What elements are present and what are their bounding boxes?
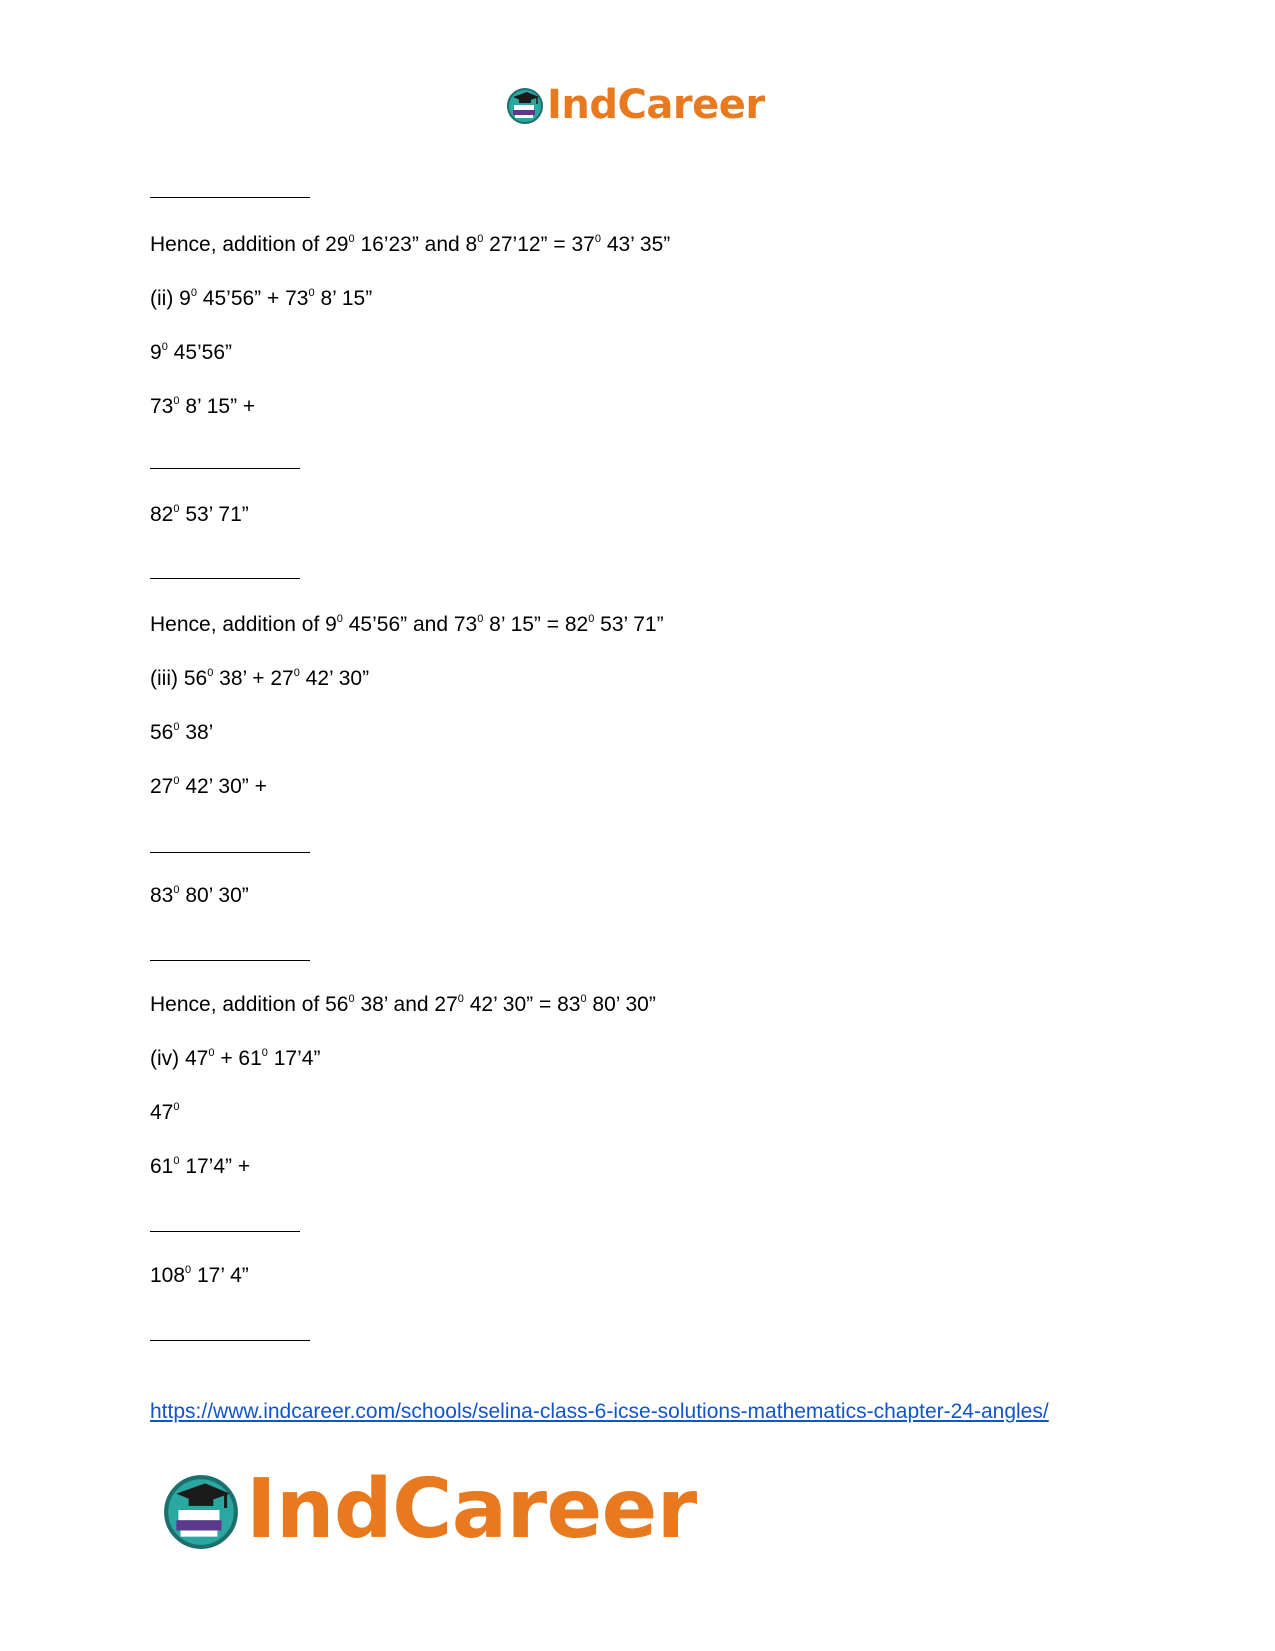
text-line: $73^0$ 8’ 15” +	[150, 395, 256, 418]
text-line: $9^0$ 45’56”	[150, 341, 233, 364]
divider	[150, 852, 310, 853]
graduation-book-globe-icon	[505, 85, 545, 125]
text-line: $61^0$ 17’4” +	[150, 1155, 251, 1178]
text-line: Hence, addition of $29^0$ 16’23” and $8^0$ 27’12” = $37^0$ 43’ 35”	[150, 233, 671, 256]
divider	[150, 468, 300, 469]
text-line: $27^0$ 42’ 30” +	[150, 775, 267, 798]
brand-name: IndCareer	[547, 82, 765, 128]
text-line: Hence, addition of $9^0$ 45’56” and $73^0$ 8’ 15” = $82^0$ 53’ 71”	[150, 613, 664, 636]
divider	[150, 1340, 310, 1341]
text-line: Hence, addition of $56^0$ 38’ and $27^0$ 42’ 30” = $83^0$ 80’ 30”	[150, 993, 656, 1016]
text-line: $108^0$ 17’ 4”	[150, 1264, 249, 1287]
divider	[150, 1231, 300, 1232]
text-line: $56^0$ 38’	[150, 721, 214, 744]
footer-logo	[160, 1462, 697, 1557]
divider	[150, 960, 310, 961]
graduation-book-globe-icon	[160, 1469, 242, 1551]
divider	[150, 197, 310, 198]
source-link[interactable]: https://www.indcareer.com/schools/selina-class-6-icse-solutions-mathematics-chapter-24-angles/	[150, 1400, 1049, 1423]
question-line: (ii) $9^0$ 45’56” + $73^0$ 8’ 15”	[150, 287, 373, 310]
text-line: $47^0$	[150, 1101, 180, 1124]
header-logo	[505, 80, 765, 130]
text-line: $83^0$ 80’ 30”	[150, 884, 249, 907]
question-line: (iii) $56^0$ 38’ + $27^0$ 42’ 30”	[150, 667, 370, 690]
text-line: $82^0$ 53’ 71”	[150, 503, 249, 526]
divider	[150, 578, 300, 579]
brand-name: IndCareer	[246, 1462, 697, 1557]
question-line: (iv) $47^0 + 61^0$ 17’4”	[150, 1047, 321, 1070]
